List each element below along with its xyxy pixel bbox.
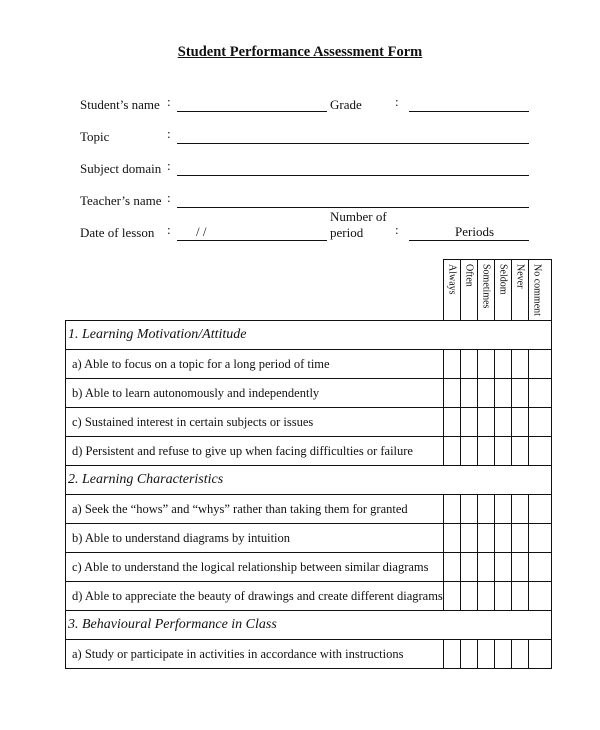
rating-cell[interactable]: [477, 524, 494, 553]
rating-cell[interactable]: [511, 524, 528, 553]
criterion-text: a) Able to focus on a topic for a long period of time: [66, 350, 444, 379]
rating-cell[interactable]: [477, 553, 494, 582]
rating-cell[interactable]: [477, 495, 494, 524]
table-row: [66, 350, 552, 379]
table-row: [66, 437, 552, 466]
rating-cell[interactable]: [494, 350, 511, 379]
rating-cell[interactable]: [443, 582, 460, 611]
header-blank: [66, 260, 444, 321]
rating-cell[interactable]: [511, 379, 528, 408]
criterion-text: a) Seek the “hows” and “whys” rather than taking them for granted: [66, 495, 444, 524]
rating-cell[interactable]: [494, 524, 511, 553]
column-sometimes: Sometimes: [477, 260, 494, 321]
rating-cell[interactable]: [494, 582, 511, 611]
date-slashes: / /: [196, 224, 207, 239]
form-title: Student Performance Assessment Form: [177, 44, 423, 60]
criterion-text: b) Able to learn autonomously and independently: [66, 379, 444, 408]
rating-cell[interactable]: [528, 350, 551, 379]
rating-cell[interactable]: [528, 408, 551, 437]
rating-cell[interactable]: [477, 379, 494, 408]
rating-cell[interactable]: [511, 437, 528, 466]
colon: :: [167, 158, 171, 173]
rating-cell[interactable]: [443, 640, 460, 669]
section-heading: 1. Learning Motivation/Attitude: [66, 321, 552, 350]
table-row: [66, 553, 552, 582]
rating-cell[interactable]: [460, 379, 477, 408]
rating-cell[interactable]: [511, 640, 528, 669]
rating-cell[interactable]: [511, 350, 528, 379]
rating-cell[interactable]: [460, 437, 477, 466]
column-header-row: [66, 260, 552, 321]
number-of-period-label-line1: Number of: [330, 209, 387, 224]
section-heading-row: [66, 321, 552, 350]
colon: :: [167, 190, 171, 205]
number-of-period-label-line2: period: [330, 225, 364, 240]
rating-cell[interactable]: [494, 640, 511, 669]
rating-cell[interactable]: [528, 582, 551, 611]
rating-cell[interactable]: [443, 350, 460, 379]
colon: :: [395, 222, 399, 237]
rating-cell[interactable]: [511, 408, 528, 437]
teacher-name-field[interactable]: [177, 207, 529, 208]
colon: :: [167, 94, 171, 109]
rating-cell[interactable]: [460, 640, 477, 669]
rating-cell[interactable]: [443, 379, 460, 408]
topic-field[interactable]: [177, 143, 529, 144]
topic-label: Topic: [80, 129, 110, 144]
periods-text: Periods: [455, 224, 494, 239]
rating-cell[interactable]: [511, 582, 528, 611]
table-row: [66, 582, 552, 611]
column-often: Often: [460, 260, 477, 321]
table-row: [66, 408, 552, 437]
rating-cell[interactable]: [443, 437, 460, 466]
criterion-text: d) Able to appreciate the beauty of drawings and create different diagrams: [66, 582, 444, 611]
rating-cell[interactable]: [494, 437, 511, 466]
criterion-text: c) Able to understand the logical relationship between similar diagrams: [66, 553, 444, 582]
colon: :: [167, 222, 171, 237]
rating-cell[interactable]: [528, 437, 551, 466]
rating-cell[interactable]: [460, 495, 477, 524]
section-heading-row: [66, 466, 552, 495]
rating-cell[interactable]: [528, 379, 551, 408]
rating-cell[interactable]: [460, 524, 477, 553]
criterion-text: d) Persistent and refuse to give up when facing difficulties or failure: [66, 437, 444, 466]
column-always: Always: [443, 260, 460, 321]
rating-cell[interactable]: [443, 524, 460, 553]
table-row: [66, 640, 552, 669]
table-row: [66, 379, 552, 408]
rating-cell[interactable]: [477, 582, 494, 611]
rating-cell[interactable]: [528, 524, 551, 553]
rating-cell[interactable]: [477, 350, 494, 379]
rating-cell[interactable]: [528, 553, 551, 582]
rating-cell[interactable]: [477, 437, 494, 466]
column-never: Never: [511, 260, 528, 321]
date-of-lesson-label: Date of lesson: [80, 225, 155, 240]
rating-cell[interactable]: [443, 553, 460, 582]
criterion-text: b) Able to understand diagrams by intuition: [66, 524, 444, 553]
teacher-name-label: Teacher’s name: [80, 193, 162, 208]
rating-cell[interactable]: [477, 408, 494, 437]
rating-cell[interactable]: [494, 379, 511, 408]
section-heading: 3. Behavioural Performance in Class: [66, 611, 552, 640]
rating-cell[interactable]: [511, 553, 528, 582]
number-of-period-field[interactable]: [409, 240, 529, 241]
grade-label: Grade: [330, 97, 362, 112]
date-of-lesson-field[interactable]: [177, 240, 327, 241]
rating-cell[interactable]: [443, 495, 460, 524]
rating-cell[interactable]: [460, 553, 477, 582]
subject-domain-field[interactable]: [177, 175, 529, 176]
rating-cell[interactable]: [443, 408, 460, 437]
rating-cell[interactable]: [528, 640, 551, 669]
rating-cell[interactable]: [460, 350, 477, 379]
section-heading: 2. Learning Characteristics: [66, 466, 552, 495]
subject-domain-label: Subject domain: [80, 161, 162, 176]
rating-cell[interactable]: [494, 408, 511, 437]
rating-cell[interactable]: [494, 553, 511, 582]
section-heading-row: [66, 611, 552, 640]
rating-cell[interactable]: [460, 408, 477, 437]
table-row: [66, 524, 552, 553]
assessment-table: [65, 259, 552, 669]
rating-cell[interactable]: [477, 640, 494, 669]
rating-cell[interactable]: [494, 495, 511, 524]
colon: :: [167, 126, 171, 141]
table-row: [66, 495, 552, 524]
student-name-label: Student’s name: [80, 97, 160, 112]
student-name-field[interactable]: [177, 111, 327, 112]
criterion-text: c) Sustained interest in certain subjects or issues: [66, 408, 444, 437]
colon: :: [395, 94, 399, 109]
criterion-text: a) Study or participate in activities in accordance with instructions: [66, 640, 444, 669]
grade-field[interactable]: [409, 111, 529, 112]
rating-cell[interactable]: [528, 495, 551, 524]
rating-cell[interactable]: [460, 582, 477, 611]
column-no-comment: No comment: [528, 260, 551, 321]
rating-cell[interactable]: [511, 495, 528, 524]
column-seldom: Seldom: [494, 260, 511, 321]
